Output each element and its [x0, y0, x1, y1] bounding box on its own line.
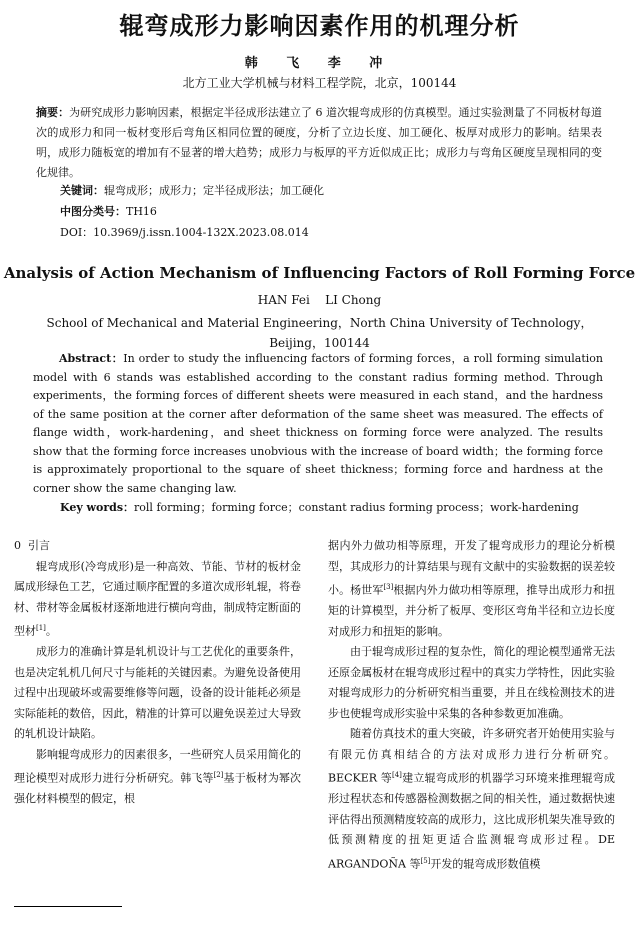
- chinese-keywords: [60, 182, 324, 200]
- citation[interactable]: [1]: [36, 624, 46, 632]
- paragraph-text: 根据内外力做功相等原理，推导出成形力和扭矩的计算模型，并分析了板厚、变形区弯角半径和立边长度对成形力和扭矩的影响。: [328, 583, 616, 638]
- body-right-column: [328, 536, 615, 875]
- paragraph: [14, 557, 301, 643]
- footnote-divider: [14, 906, 122, 907]
- paragraph-text: 影响辊弯成形力的因素很多，一些研究人员采用简化的理论模型对成形力进行分析研究。韩飞等: [14, 747, 301, 785]
- paragraph-text: 。: [45, 624, 57, 638]
- paragraph: 由于辊弯成形过程的复杂性，简化的理论模型通常无法还原金属板材在辊弯成形过程中的真实力学特性，因此实验对辊弯成形力的分析研究相当重要，并且在线检测技术的进步也使辊弯成形实验中采集的各种参数更加准确。: [328, 645, 615, 720]
- english-title: Analysis of Action Mechanism of Influencing Factors of Roll Forming Force: [3, 264, 636, 282]
- paragraph-text: 基于板材为幂次强化材料模型的假定，根: [14, 771, 302, 806]
- english-authors: HAN Fei LI Chong: [257, 293, 382, 307]
- paragraph-text: 开发的辊弯成形数值模: [430, 857, 541, 871]
- clc-value: TH16: [126, 205, 157, 218]
- paragraph-text: 随着仿真技术的重大突破，许多研究者开始使用实验与有限元仿真相结合的方法对成形力进行分析研究。BECKER 等: [328, 727, 615, 785]
- paragraph-text: 据内外力做功相等原理，开发了辊弯成形力的理论分析模型，其成形力的计算结果与现有文献中的实验数据的误差较小。杨世军: [328, 539, 615, 597]
- paragraph: 成形力的准确计算是轧机设计与工艺优化的重要条件，也是决定轧机几何尺寸与能耗的关键因素。为避免设备使用过程中出现破坏或需要维修等问题，设备的设计能耗必须是实际能耗的数倍，因此，精准的计算可以避免误差过大导致的轧机设计缺陷。: [14, 645, 301, 741]
- clc-number: [60, 203, 157, 221]
- english-keywords-text: roll forming；forming force；constant radius forming process；work-hardening: [134, 501, 579, 514]
- chinese-abstract-text: 为研究成形力影响因素，根据定半径成形法建立了 6 道次辊弯成形的仿真模型。通过实验测量了不同板材每道次的成形力和同一板材变形后弯角区相同位置的硬度，分析了立边长度、加工硬化、板厚对成形力的影响。结果表明，成形力随板宽的增加有不显著的增大趋势；成形力与板厚的平方近似成正比；成形力与弯角区硬度呈现相同的变化规律。: [36, 106, 602, 179]
- chinese-abstract-label: 摘要：: [36, 106, 70, 119]
- chinese-abstract: [36, 103, 602, 183]
- chinese-authors: 韩 飞 李 冲: [244, 56, 395, 71]
- citation[interactable]: [4]: [392, 771, 402, 780]
- chinese-title: 辊弯成形力影响因素作用的机理分析: [119, 11, 520, 40]
- english-abstract-label: Abstract：: [59, 352, 124, 365]
- paragraph: [14, 745, 301, 810]
- english-abstract: [33, 350, 603, 498]
- chinese-keywords-text: 辊弯成形；成形力；定半径成形法；加工硬化: [104, 184, 324, 197]
- english-keywords-label: Key words：: [60, 501, 135, 514]
- doi[interactable]: DOI：10.3969/j.issn.1004-132X.2023.08.014: [60, 226, 309, 239]
- english-keywords: [60, 499, 579, 515]
- section-heading-introduction: 0 引言: [14, 539, 50, 552]
- english-abstract-text: In order to study the influencing factors of forming forces，a roll forming simulation model with 6 stands was established according to the constant radius forming method. Through experiments，the forming forces of different sheets were measured in each stand，and the hardness of the same position at the corner after deformation of the same sheet was measured. The effects of flange width，work-hardening，and sheet thickness on forming force were analyzed. The results show that the forming force increases unobvious with the increase of board width；the forming force is approximately proportional to the square of sheet thickness；forming force and hardness at the corner show the same changing law.: [33, 352, 604, 495]
- paragraph-text: 辊弯成形(冷弯成形)是一种高效、节能、节材的板材金属成形绿色工艺，它通过顺序配置的多道次成形轧辊，将卷材、带材等金属板材逐渐地进行横向弯曲，制成特定断面的型材: [14, 559, 301, 638]
- body-left-column: [14, 536, 301, 810]
- paragraph-text: 建立辊弯成形的机器学习环境来推理辊弯成形过程状态和传感器检测数据之间的相关性，通过数据快速评估得出预测精度较高的成形力，这比成形机架失准导致的低预测精度的扭矩更适合监测辊弯成形过程。DE ARGANDOÑA 等: [328, 771, 616, 871]
- citation[interactable]: [3]: [383, 583, 394, 591]
- paragraph: [328, 724, 615, 875]
- paragraph: [328, 536, 615, 642]
- citation[interactable]: [2]: [213, 771, 224, 780]
- clc-label: 中图分类号：: [60, 205, 126, 218]
- citation[interactable]: [5]: [420, 856, 431, 865]
- english-affiliation: School of Mechanical and Material Engineering，North China University of Technology，Beijing，100144: [46, 316, 593, 350]
- chinese-keywords-label: 关键词：: [60, 184, 104, 197]
- chinese-affiliation: 北方工业大学机械与材料工程学院，北京，100144: [182, 76, 457, 90]
